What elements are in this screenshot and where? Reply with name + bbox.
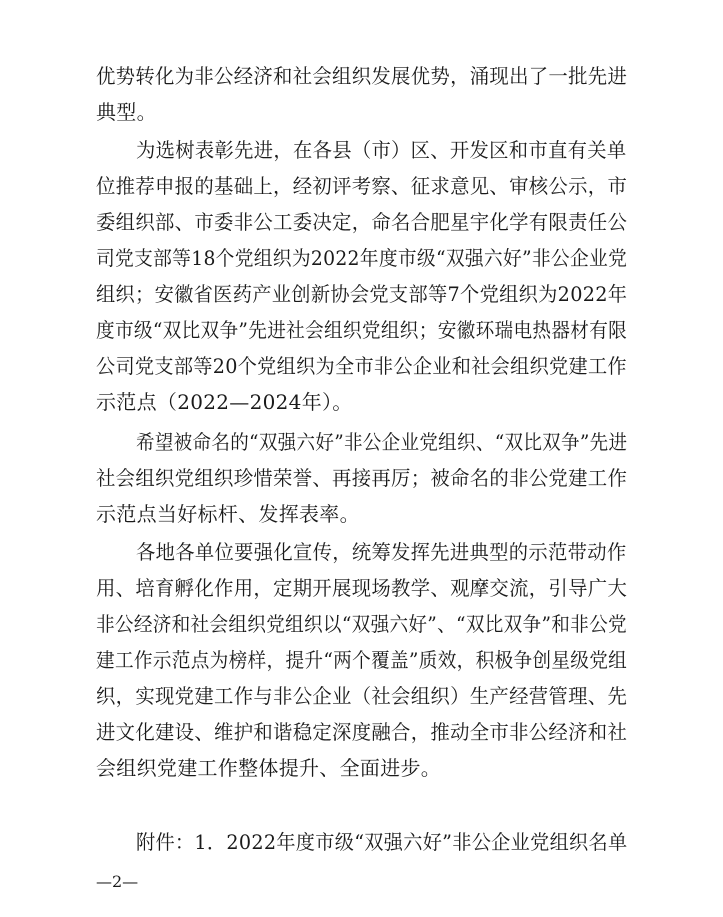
paragraph-3-line-2: 社会组织党组织珍惜荣誉、再接再厉；被命名的非公党建工作 bbox=[96, 466, 628, 490]
paragraph-1-line-2: 典型。 bbox=[96, 100, 157, 124]
paragraph-1-line-1: 优势转化为非公经济和社会组织发展优势，涌现出了一批先进 bbox=[96, 64, 628, 88]
paragraph-4-line-2: 用、培育孵化作用，定期开展现场教学、观摩交流，引导广大 bbox=[96, 576, 628, 600]
paragraph-4-line-7: 会组织党建工作整体提升、全面进步。 bbox=[96, 756, 442, 780]
paragraph-2-line-2: 位推荐申报的基础上，经初评考察、征求意见、审核公示，市 bbox=[96, 174, 628, 198]
paragraph-2-line-1: 为选树表彰先进，在各县（市）区、开发区和市直有关单 bbox=[136, 138, 627, 162]
paragraph-4-line-5: 织，实现党建工作与非公企业（社会组织）生产经营管理、先 bbox=[96, 684, 628, 708]
paragraph-4-line-1: 各地各单位要强化宣传，统筹发挥先进典型的示范带动作 bbox=[136, 540, 627, 564]
paragraph-4-line-6: 进文化建设、维护和谐稳定深度融合，推动全市非公经济和社 bbox=[96, 720, 628, 744]
paragraph-4-line-4: 建工作示范点为榜样，提升“两个覆盖”质效，积极争创星级党组 bbox=[96, 648, 628, 672]
paragraph-2-line-7: 公司党支部等20个党组织为全市非公企业和社会组织党建工作 bbox=[96, 354, 627, 378]
paragraph-2-line-6: 度市级“双比双争”先进社会组织党组织；安徽环瑞电热器材有限 bbox=[96, 318, 628, 342]
attachment-line: 附件：1．2022年度市级“双强六好”非公企业党组织名单 bbox=[136, 830, 628, 854]
page-number: —2— bbox=[96, 872, 139, 891]
paragraph-3-line-1: 希望被命名的“双强六好”非公企业党组织、“双比双争”先进 bbox=[136, 430, 628, 454]
paragraph-4-line-3: 非公经济和社会组织党组织以“双强六好”、“双比双争”和非公党 bbox=[96, 612, 627, 636]
paragraph-2-line-4: 司党支部等18个党组织为2022年度市级“双强六好”非公企业党 bbox=[96, 246, 628, 270]
paragraph-2-line-3: 委组织部、市委非公工委决定，命名合肥星宇化学有限责任公 bbox=[96, 210, 628, 234]
paragraph-3-line-3: 示范点当好标杆、发挥表率。 bbox=[96, 502, 360, 526]
paragraph-2-line-5: 组织；安徽省医药产业创新协会党支部等7个党组织为2022年 bbox=[96, 282, 628, 306]
paragraph-2-line-8: 示范点（2022—2024年）。 bbox=[96, 390, 353, 414]
